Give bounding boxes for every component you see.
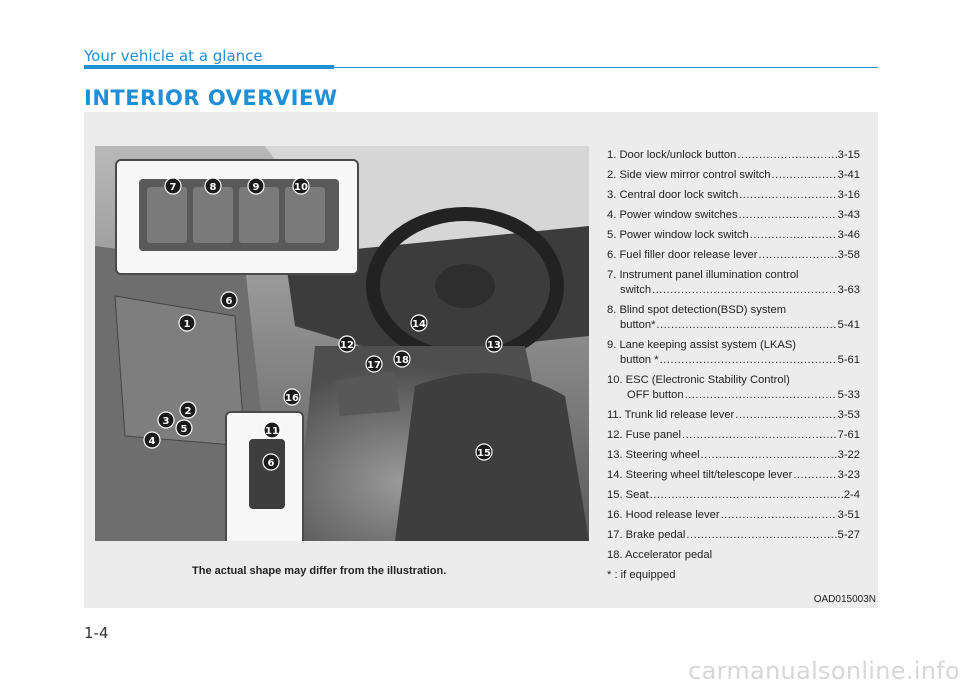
list-item: 8. Blind spot detection(BSD) system button* ..... 5-41 bbox=[607, 303, 860, 333]
svg-text:18: 18 bbox=[395, 355, 409, 366]
list-item: 1. Door lock/unlock button ..... 3-15 bbox=[607, 148, 860, 163]
callout-badge bbox=[476, 444, 492, 460]
callout-badge bbox=[180, 402, 196, 418]
callout-badge bbox=[158, 412, 174, 428]
callout-badge bbox=[264, 422, 280, 438]
callout-badge bbox=[366, 356, 382, 372]
list-item: 11. Trunk lid release lever ..... 3-53 bbox=[607, 408, 860, 423]
list-item: 18. Accelerator pedal bbox=[607, 549, 713, 561]
callout-badge bbox=[284, 389, 300, 405]
callout-badge bbox=[165, 178, 181, 194]
section-title: Your vehicle at a glance bbox=[84, 47, 263, 65]
svg-text:6: 6 bbox=[267, 458, 275, 469]
callout-badge bbox=[486, 336, 502, 352]
svg-text:1: 1 bbox=[183, 319, 191, 330]
callout-badge bbox=[221, 292, 237, 308]
list-item: 16. Hood release lever ..... 3-51 bbox=[607, 508, 860, 523]
list-item: 2. Side view mirror control switch ..... 3-41 bbox=[607, 168, 860, 183]
interior-illustration bbox=[95, 146, 589, 541]
list-item: 12. Fuse panel ..... 7-61 bbox=[607, 428, 860, 443]
callout-badge bbox=[179, 315, 195, 331]
list-item: 6. Fuel filler door release lever ..... 3-58 bbox=[607, 248, 860, 263]
list-item: 9. Lane keeping assist system (LKAS) button * ..... 5-61 bbox=[607, 338, 860, 368]
svg-text:2: 2 bbox=[184, 406, 192, 417]
illustration-caption: The actual shape may differ from the illustration. bbox=[192, 565, 447, 577]
list-item: 13. Steering wheel ..... 3-22 bbox=[607, 448, 860, 463]
illustration-code: OAD015003N bbox=[813, 594, 876, 605]
callout-badge bbox=[176, 420, 192, 436]
svg-text:12: 12 bbox=[340, 340, 354, 351]
svg-text:13: 13 bbox=[487, 340, 501, 351]
watermark: carmanualsonline.info bbox=[688, 657, 960, 685]
svg-text:11: 11 bbox=[265, 426, 279, 437]
component-list bbox=[607, 148, 860, 588]
svg-text:15: 15 bbox=[477, 448, 491, 459]
callout-badge bbox=[293, 178, 309, 194]
header-rule-thick bbox=[84, 65, 334, 69]
footnote: * : if equipped bbox=[607, 569, 676, 581]
callout-badge bbox=[339, 336, 355, 352]
list-item: 3. Central door lock switch ..... 3-16 bbox=[607, 188, 860, 203]
svg-text:4: 4 bbox=[148, 436, 156, 447]
svg-text:10: 10 bbox=[294, 182, 308, 193]
list-item: 15. Seat ..... 2-4 bbox=[607, 488, 860, 503]
list-item: 14. Steering wheel tilt/telescope lever ..... 3-23 bbox=[607, 468, 860, 483]
svg-text:7: 7 bbox=[169, 182, 177, 193]
svg-text:17: 17 bbox=[367, 360, 381, 371]
svg-text:5: 5 bbox=[180, 424, 188, 435]
callout-badge bbox=[394, 351, 410, 367]
svg-text:3: 3 bbox=[162, 416, 170, 427]
svg-text:8: 8 bbox=[209, 182, 217, 193]
callout-badge bbox=[248, 178, 264, 194]
page-number: 1-4 bbox=[84, 624, 109, 642]
list-item: 17. Brake pedal ..... 5-27 bbox=[607, 528, 860, 543]
header-rule-thin bbox=[334, 67, 878, 68]
svg-text:14: 14 bbox=[412, 319, 426, 330]
callout-badge bbox=[144, 432, 160, 448]
callout-badge bbox=[411, 315, 427, 331]
page-heading: INTERIOR OVERVIEW bbox=[84, 86, 338, 110]
callout-badge bbox=[263, 454, 279, 470]
list-item: 4. Power window switches ..... 3-43 bbox=[607, 208, 860, 223]
list-item: 10. ESC (Electronic Stability Control) OFF button ..... 5-33 bbox=[607, 373, 860, 403]
svg-text:16: 16 bbox=[285, 393, 299, 404]
svg-text:9: 9 bbox=[252, 182, 260, 193]
svg-text:6: 6 bbox=[225, 296, 233, 307]
callout-badge bbox=[205, 178, 221, 194]
list-item: 5. Power window lock switch ..... 3-46 bbox=[607, 228, 860, 243]
list-item: 7. Instrument panel illumination control switch ..... 3-63 bbox=[607, 268, 860, 298]
